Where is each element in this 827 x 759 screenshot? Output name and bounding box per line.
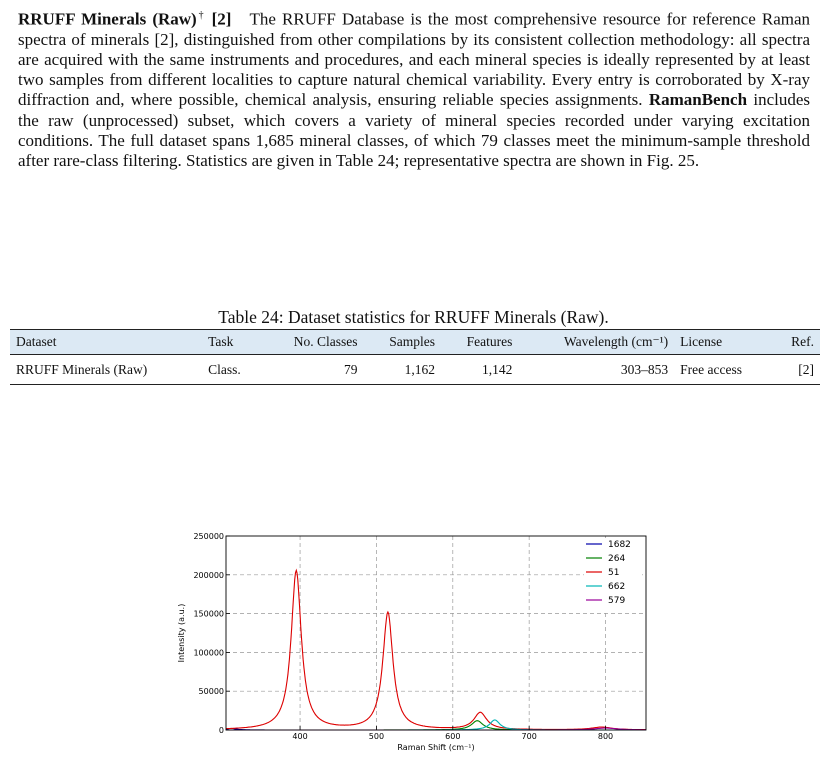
cell-license: Free access <box>674 355 773 385</box>
legend-label-264: 264 <box>608 554 626 564</box>
plot-frame <box>226 536 646 730</box>
section-title: RRUFF Minerals (Raw) <box>18 9 197 29</box>
cell-features: 1,142 <box>441 355 518 385</box>
legend-label-579: 579 <box>608 596 626 606</box>
header-task: Task <box>202 330 262 355</box>
cell-samples: 1,162 <box>364 355 441 385</box>
header-samples: Samples <box>364 330 441 355</box>
x-tick-label: 400 <box>292 732 308 741</box>
y-tick-label: 250000 <box>193 532 224 541</box>
dagger-mark: † <box>196 10 206 21</box>
header-ref: Ref. <box>773 330 820 355</box>
cell-task: Class. <box>202 355 262 385</box>
legend-label-1682: 1682 <box>608 540 631 550</box>
table-row <box>10 355 820 385</box>
legend-label-51: 51 <box>608 568 620 578</box>
header-features: Features <box>441 330 518 355</box>
header-wavelength: Wavelength (cm⁻¹) <box>518 330 674 355</box>
x-tick-label: 600 <box>445 732 461 741</box>
table-caption: Table 24: Dataset statistics for RRUFF Minerals (Raw). <box>218 307 609 327</box>
dataset-statistics-table <box>10 329 820 385</box>
y-tick-label: 50000 <box>198 687 224 697</box>
header-dataset: Dataset <box>10 330 202 355</box>
y-tick-label: 200000 <box>193 570 224 580</box>
header-classes: No. Classes <box>262 330 364 355</box>
paragraph-text-1: The RRUFF Database is the most comprehensive resource for reference Raman spectra of minerals [2], distinguished from other compilations by its consistent collection methodology: all spectra are acquired with the same instruments and procedures, and each mineral species is ideally represented by at least two samples from different localities to capture natural chemical variability. Every entry is corroborated by X-ray diffraction and, where possible, chemical analysis, ensuring reliable species assignments. <box>18 9 811 110</box>
x-tick-label: 800 <box>597 732 614 741</box>
title-reference: [2] <box>211 9 232 29</box>
ramanbench-name: RamanBench <box>648 90 748 110</box>
x-tick-label: 500 <box>368 732 385 741</box>
paragraph-text-2: includes the raw (unprocessed) subset, which covers a variety of mineral species recorded under varying excitation conditions. The full dataset spans 1,685 mineral classes, of which 79 classes meet the minimum-sample threshold after rare-class filtering. Statistics are given in Table 24; representative spectra are shown in Fig. 25. <box>18 90 810 171</box>
cell-dataset: RRUFF Minerals (Raw) <box>10 355 202 385</box>
table-header-row <box>10 330 820 355</box>
y-tick-label: 150000 <box>193 609 224 619</box>
y-tick-label: 0 <box>218 726 224 735</box>
cell-ref: [2] <box>773 355 820 385</box>
series-line-51 <box>226 570 646 729</box>
cell-wavelength: 303–853 <box>518 355 674 385</box>
header-license: License <box>674 330 773 355</box>
y-tick-label: 100000 <box>193 648 224 658</box>
x-tick-label: 700 <box>521 732 537 741</box>
cell-classes: 79 <box>262 355 364 385</box>
dataset-description-paragraph <box>18 6 810 171</box>
raman-spectra-chart <box>170 522 660 756</box>
y-axis-label: Intensity (a.u.) <box>177 603 186 663</box>
legend-label-662: 662 <box>608 582 626 592</box>
x-axis-label: Raman Shift (cm⁻¹) <box>397 743 475 752</box>
